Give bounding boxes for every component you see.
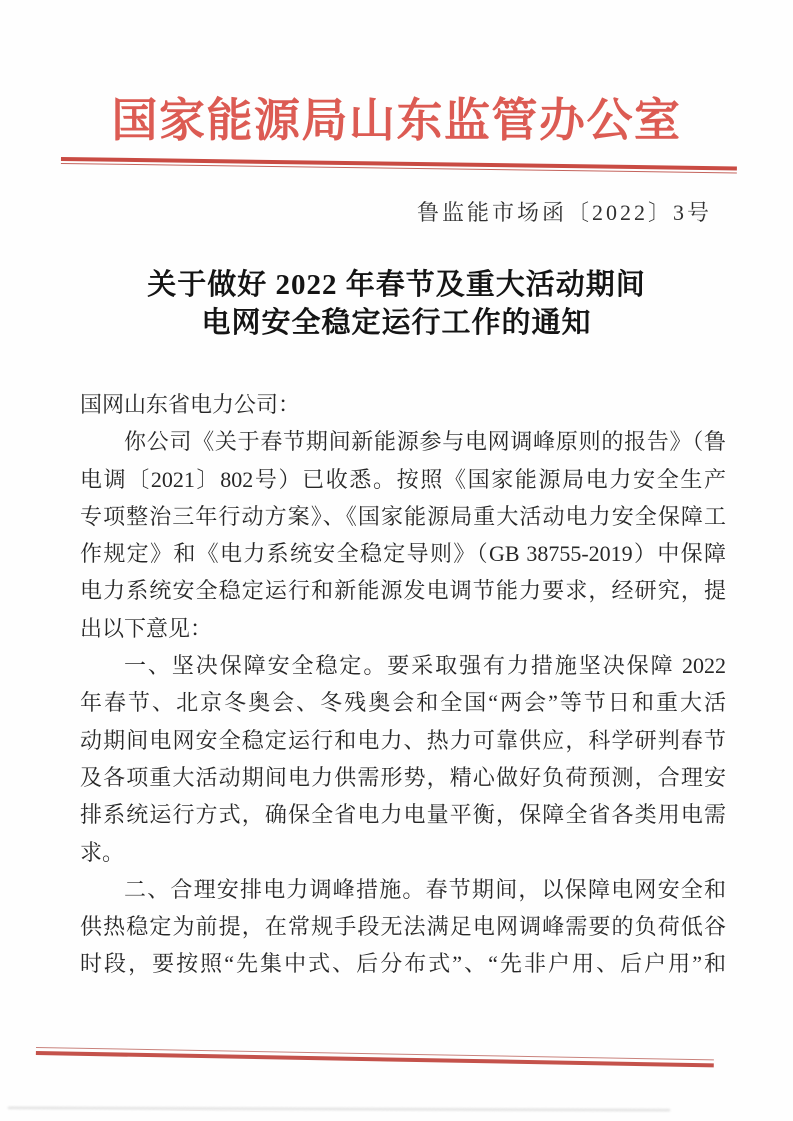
body-line: 供热稳定为前提，在常规手段无法满足电网调峰需要的负荷低谷 — [80, 914, 726, 940]
body-line: 出以下意见： — [80, 615, 213, 641]
scan-edge-shadow — [8, 1107, 670, 1111]
body-line: 时段，要按照“先集中式、后分布式”、“先非户用、后户用”和 — [80, 951, 726, 977]
body-line: 国网山东省电力公司： — [80, 392, 301, 417]
body-line: 电调〔2021〕802号）已收悉。按照《国家能源局电力安全生产 — [80, 466, 726, 492]
body-line: 及各项重大活动期间电力供需形势，精心做好负荷预测，合理安 — [80, 764, 726, 790]
body-line: 年春节、北京冬奥会、冬残奥会和全国“两会”等节日和重大活 — [80, 690, 727, 716]
body-line: 作规定》和《电力系统安全稳定导则》（GB 38755-2019）中保障 — [80, 541, 726, 567]
body-line: 一、坚决保障安全稳定。要采取强有力措施坚决保障 2022 — [124, 653, 726, 679]
org-header-title: 国家能源局山东监管办公室 — [111, 95, 682, 146]
bottom-rule — [36, 1047, 714, 1067]
body-line: 电力系统安全稳定运行和新能源发电调节能力要求，经研究，提 — [80, 578, 726, 604]
body-line: 你公司《关于春节期间新能源参与电网调峰原则的报告》（鲁 — [124, 429, 726, 455]
body-line: 专项整治三年行动方案》、《国家能源局重大活动电力安全保障工 — [80, 503, 726, 529]
header-rule — [61, 157, 737, 173]
body-line: 排系统运行方式，确保全省电力电量平衡，保障全省各类用电需 — [80, 802, 726, 828]
body-line: 求。 — [80, 839, 125, 865]
doc-number: 鲁监能市场函〔2022〕3号 — [416, 200, 712, 225]
doc-title — [0, 266, 793, 342]
doc-title-line1: 关于做好 2022 年春节及重大活动期间 — [147, 269, 646, 301]
body-line: 动期间电网安全稳定运行和电力、热力可靠供应，科学研判春节 — [80, 727, 726, 753]
doc-title-line2: 电网安全稳定运行工作的通知 — [201, 307, 592, 339]
body-line: 二、合理安排电力调峰措施。春节期间，以保障电网安全和 — [124, 876, 726, 902]
document-body — [80, 386, 726, 983]
